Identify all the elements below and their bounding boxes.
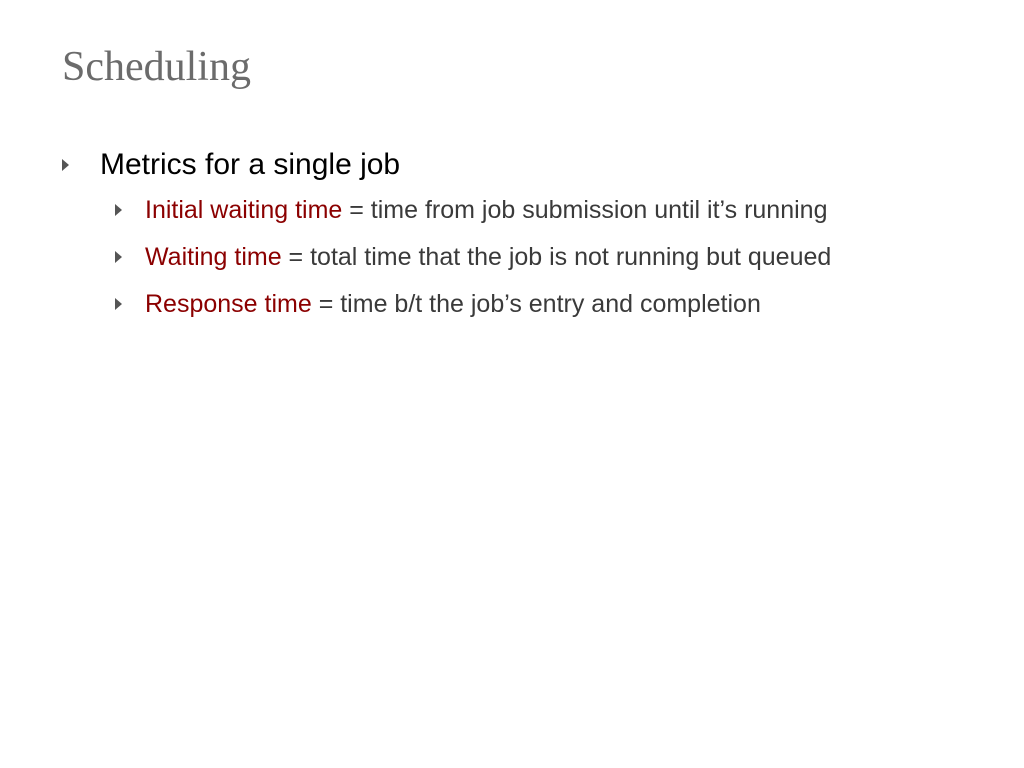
sub-bullet-initial-waiting-time: [107, 191, 942, 229]
triangle-right-icon: [115, 251, 122, 263]
term-label: Response time: [145, 290, 312, 318]
slide-content: [62, 145, 942, 332]
bullet-item-metrics: [62, 145, 942, 185]
term-label: Waiting time: [145, 243, 282, 271]
slide-title: Scheduling: [62, 44, 251, 90]
triangle-right-icon: [115, 204, 122, 216]
definition-text: = total time that the job is not running but queued: [281, 243, 832, 271]
triangle-right-icon: [62, 159, 69, 171]
sub-bullet-response-time: [107, 285, 942, 323]
definition-text: = time b/t the job’s entry and completion: [311, 290, 761, 318]
definition-text: = time from job submission until it’s running: [342, 196, 828, 224]
sub-bullet-list: [62, 191, 942, 323]
sub-bullet-waiting-time: [107, 238, 942, 276]
bullet-text: Metrics for a single job: [100, 148, 401, 181]
term-label: Initial waiting time: [145, 196, 343, 224]
triangle-right-icon: [115, 298, 122, 310]
